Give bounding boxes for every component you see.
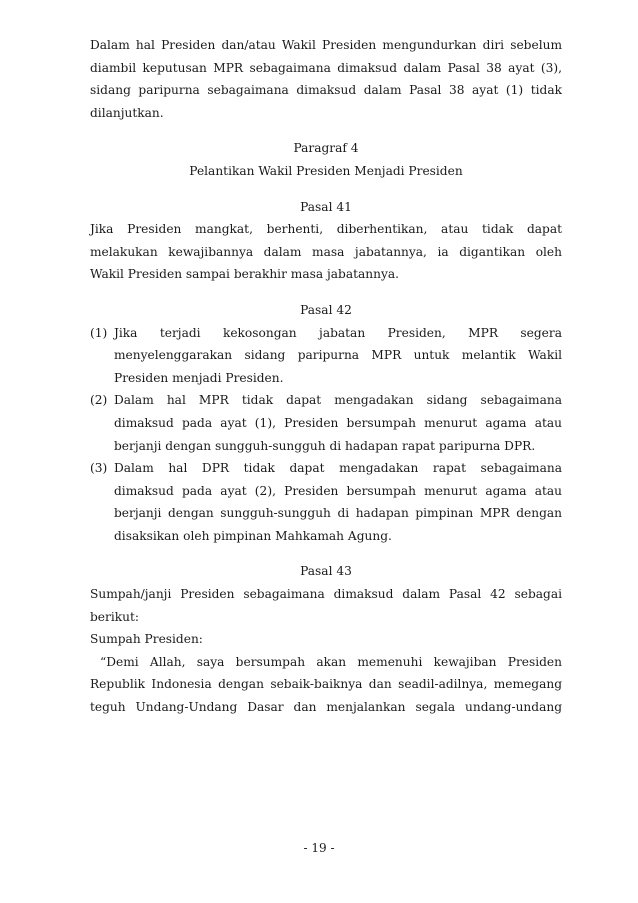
pasal-41-line: Wakil Presiden sampai berakhir masa jabatannya. xyxy=(90,267,399,282)
pasal-41-heading: Pasal 41 xyxy=(300,199,352,214)
item-line: dimaksud pada ayat (2), Presiden bersumpah menurut agama atau xyxy=(114,483,562,498)
pasal-43-heading: Pasal 43 xyxy=(300,564,352,579)
pasal-41-text xyxy=(90,218,562,286)
item-line: menyelenggarakan sidang paripurna MPR untuk melantik Wakil xyxy=(114,348,562,363)
item-line: Dalam hal DPR tidak dapat mengadakan rapat sebagaimana xyxy=(114,461,562,476)
item-line: Dalam hal MPR tidak dapat mengadakan sidang sebagaimana xyxy=(114,393,562,408)
pasal-42-item-2 xyxy=(90,389,562,457)
intro-line: sidang paripurna sebagaimana dimaksud dalam Pasal 38 ayat (1) tidak xyxy=(90,83,562,98)
item-line: berjanji dengan sungguh-sungguh di hadapan rapat paripurna DPR. xyxy=(114,438,536,453)
oath-line: “Demi Allah, saya bersumpah akan memenuhi kewajiban Presiden xyxy=(100,654,562,669)
paragraf-number: Paragraf 4 xyxy=(293,141,359,156)
page-number: - 19 - xyxy=(303,841,335,855)
item-line: Jika terjadi kekosongan jabatan Presiden, MPR segera xyxy=(114,325,562,340)
pasal-42-item-3 xyxy=(90,457,562,547)
paragraf-title: Pelantikan Wakil Presiden Menjadi Presiden xyxy=(189,163,463,178)
intro-line: dilanjutkan. xyxy=(90,105,164,120)
item-line: disaksikan oleh pimpinan Mahkamah Agung. xyxy=(114,528,392,543)
document-body xyxy=(90,34,562,719)
pasal-42-item-1 xyxy=(90,322,562,390)
pasal-41-line: Jika Presiden mangkat, berhenti, diberhentikan, atau tidak dapat xyxy=(90,222,562,237)
intro-paragraph xyxy=(90,34,562,124)
pasal-43-line: berikut: xyxy=(90,609,139,624)
sumpah-label: Sumpah Presiden: xyxy=(90,632,203,647)
intro-line: diambil keputusan MPR sebagaimana dimaksud dalam Pasal 38 ayat (3), xyxy=(90,60,562,75)
pasal-41-line: melakukan kewajibannya dalam masa jabatannya, ia digantikan oleh xyxy=(90,244,562,259)
item-number: (2) xyxy=(90,393,108,408)
oath-line: Republik Indonesia dengan sebaik-baiknya dan seadil-adilnya, memegang xyxy=(90,677,562,692)
item-line: dimaksud pada ayat (1), Presiden bersumpah menurut agama atau xyxy=(114,415,562,430)
item-line: berjanji dengan sungguh-sungguh di hadapan pimpinan MPR dengan xyxy=(114,506,562,521)
oath-line: teguh Undang-Undang Dasar dan menjalankan segala undang-undang xyxy=(90,700,562,715)
item-number: (3) xyxy=(90,461,108,476)
pasal-43-text xyxy=(90,583,562,719)
intro-line: Dalam hal Presiden dan/atau Wakil Presiden mengundurkan diri sebelum xyxy=(90,38,562,52)
pasal-42-heading: Pasal 42 xyxy=(300,302,352,317)
item-line: Presiden menjadi Presiden. xyxy=(114,370,284,385)
pasal-43-line: Sumpah/janji Presiden sebagaimana dimaksud dalam Pasal 42 sebagai xyxy=(90,587,562,602)
item-number: (1) xyxy=(90,325,108,340)
